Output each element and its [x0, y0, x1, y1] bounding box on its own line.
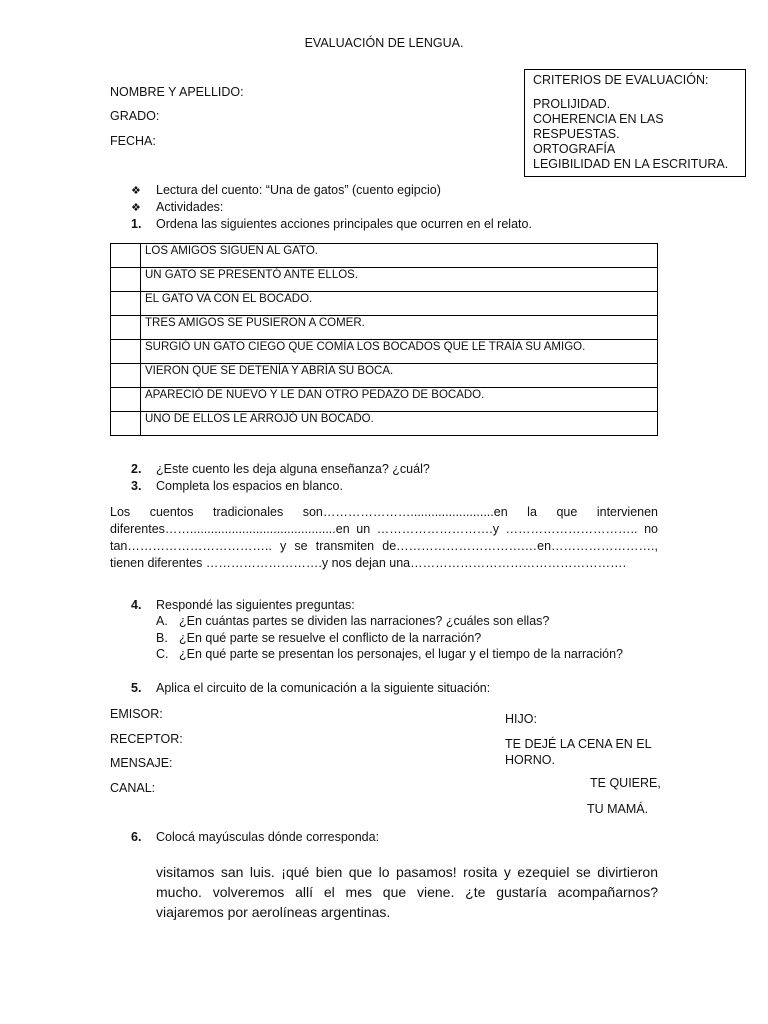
- criteria-item: COHERENCIA EN LAS: [533, 112, 664, 126]
- diamond-bullet-icon: ❖: [131, 202, 141, 214]
- table-row: [111, 292, 658, 316]
- reading-text: Lectura del cuento: “Una de gatos” (cuento egipcio): [156, 183, 441, 197]
- canal-label: CANAL:: [110, 781, 156, 795]
- table-row: [111, 268, 658, 292]
- sub-question-a: [156, 613, 658, 629]
- sub-question-text: ¿En cuántas partes se dividen las narraciones? ¿cuáles son ellas?: [179, 614, 550, 628]
- sub-question-mark: B.: [156, 631, 168, 645]
- ordering-table: [110, 243, 658, 436]
- date-label: FECHA:: [110, 134, 156, 148]
- name-label: NOMBRE Y APELLIDO:: [110, 85, 244, 99]
- action-cell: EL GATO VA CON EL BOCADO.: [141, 292, 658, 316]
- sub-question-mark: C.: [156, 647, 169, 661]
- note-body-line-2: HORNO.: [505, 753, 555, 767]
- page-title: EVALUACIÓN DE LENGUA.: [304, 36, 464, 50]
- sub-question-c: [156, 646, 658, 662]
- table-row: [111, 412, 658, 436]
- order-number-cell[interactable]: [111, 244, 141, 268]
- sub-question-text: ¿En qué parte se resuelve el conflicto de la narración?: [179, 631, 482, 645]
- activities-line: [131, 199, 223, 216]
- question-number: 4.: [131, 598, 142, 612]
- note-signature: TU MAMÁ.: [587, 802, 649, 816]
- sub-question-b: [156, 630, 658, 646]
- note-greeting: HIJO:: [505, 712, 537, 726]
- emisor-label: EMISOR:: [110, 707, 163, 721]
- action-cell: UN GATO SE PRESENTÓ ANTE ELLOS.: [141, 268, 658, 292]
- order-number-cell[interactable]: [111, 268, 141, 292]
- question-text: Ordena las siguientes acciones principales que ocurren en el relato.: [156, 217, 532, 231]
- table-row: [111, 244, 658, 268]
- criteria-item: RESPUESTAS.: [533, 127, 620, 141]
- question-text: Completa los espacios en blanco.: [156, 479, 343, 493]
- table-row: [111, 364, 658, 388]
- sub-question-mark: A.: [156, 614, 168, 628]
- note-closing: TE QUIERE,: [590, 776, 661, 790]
- grade-label: GRADO:: [110, 109, 160, 123]
- question-text: Colocá mayúsculas dónde corresponda:: [156, 830, 380, 844]
- action-cell: LOS AMIGOS SIGUEN AL GATO.: [141, 244, 658, 268]
- question-text: ¿Este cuento les deja alguna enseñanza? ¿cuál?: [156, 462, 430, 476]
- action-cell: APARECIÓ DE NUEVO Y LE DAN OTRO PEDAZO DE BOCADO.: [141, 388, 658, 412]
- mensaje-label: MENSAJE:: [110, 756, 173, 770]
- order-number-cell[interactable]: [111, 412, 141, 436]
- question-4: [131, 597, 355, 613]
- table-row: [111, 388, 658, 412]
- question-3: [131, 478, 343, 494]
- action-cell: SURGIÓ UN GATO CIEGO QUE COMÍA LOS BOCADOS QUE LE TRAÍA SU AMIGO.: [141, 340, 658, 364]
- question-number: 5.: [131, 681, 142, 695]
- diamond-bullet-icon: ❖: [131, 185, 141, 197]
- question-5: [131, 680, 490, 696]
- criteria-item: PROLIJIDAD.: [533, 97, 611, 111]
- sub-question-text: ¿En qué parte se presentan los personajes, el lugar y el tiempo de la narración?: [179, 647, 624, 661]
- question-number: 3.: [131, 479, 142, 493]
- fill-in-paragraph: Los cuentos tradicionales son…………………........................en la que intervienen diferentes……..........................................en un ……………………….y ………………………….. no tan…………………………….. y se transmiten de………………………….…en……………………., tienen diferentes ……………………….y nos dejan una…………………………………………….: [110, 505, 658, 570]
- order-number-cell[interactable]: [111, 292, 141, 316]
- action-cell: VIERON QUE SE DETENÍA Y ABRÍA SU BOCA.: [141, 364, 658, 388]
- table-row: [111, 316, 658, 340]
- criteria-item: LEGIBILIDAD EN LA ESCRITURA.: [533, 157, 729, 171]
- reading-line: [131, 182, 441, 199]
- question-2: [131, 461, 430, 477]
- capitalization-paragraph: visitamos san luis. ¡qué bien que lo pasamos! rosita y ezequiel se divirtieron mucho. volveremos allí el mes que viene. ¿te gustaría acompañarnos? viajaremos por aerolíneas argentinas.: [156, 864, 658, 920]
- question-1: [131, 216, 532, 232]
- question-number: 1.: [131, 217, 142, 231]
- receptor-label: RECEPTOR:: [110, 732, 183, 746]
- order-number-cell[interactable]: [111, 364, 141, 388]
- criteria-title: CRITERIOS DE EVALUACIÓN:: [533, 73, 709, 87]
- note-body-line-1: TE DEJÉ LA CENA EN EL: [505, 737, 652, 751]
- action-cell: UNO DE ELLOS LE ARROJÓ UN BOCADO.: [141, 412, 658, 436]
- question-text: Respondé las siguientes preguntas:: [156, 598, 355, 612]
- activities-text: Actividades:: [156, 200, 224, 214]
- question-number: 6.: [131, 830, 142, 844]
- order-number-cell[interactable]: [111, 316, 141, 340]
- order-number-cell[interactable]: [111, 340, 141, 364]
- question-text: Aplica el circuito de la comunicación a la siguiente situación:: [156, 681, 491, 695]
- order-number-cell[interactable]: [111, 388, 141, 412]
- question-6: [131, 829, 379, 845]
- criteria-item: ORTOGRAFÍA: [533, 142, 616, 156]
- action-cell: TRES AMIGOS SE PUSIERON A COMER.: [141, 316, 658, 340]
- question-number: 2.: [131, 462, 142, 476]
- evaluation-criteria-box: [524, 69, 746, 177]
- table-row: [111, 340, 658, 364]
